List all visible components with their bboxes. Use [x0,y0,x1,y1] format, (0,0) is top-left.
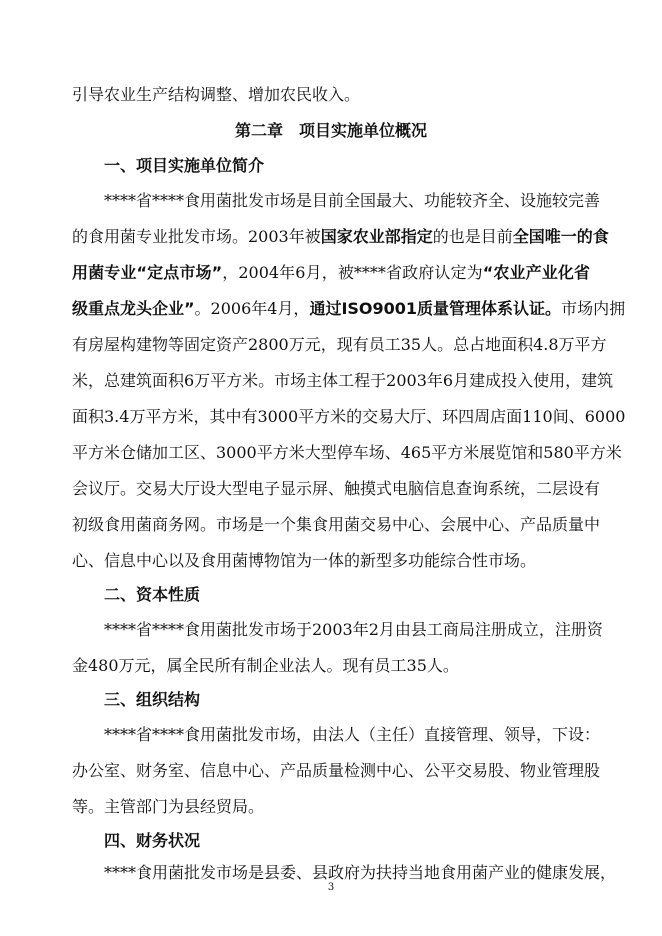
section-4-heading: 四、财务状况 [104,831,201,850]
section-4-line-1: ****食用菌批发市场是县委、县政府为扶持当地食用菌产业的健康发展， [104,863,617,882]
section-1-line-2 [72,226,609,248]
section-1-line-9: 会议厅。交易大厅设大型电子显示屏、触摸式电脑信息查询系统，二层设有 [72,479,601,498]
section-3-line-3: 等。主管部门为县经贸局。 [72,797,265,816]
section-1-line-3 [72,262,590,284]
section-1-line-10: 初级食用菌商务网。市场是一个集食用菌交易中心、会展中心、产品质量中 [72,515,601,534]
section-3-line-2: 办公室、财务室、信息中心、产品质量检测中心、公平交易股、物业管理股 [72,761,601,780]
section-1-line-1: ****省****食用菌批发市场是目前全国最大、功能较齐全、设施较完善 [104,191,601,210]
text-run: 。2006年4月， [194,299,310,318]
chapter-title: 第二章 项目实施单位概况 [234,121,427,140]
text-run: ，2004年6月，被****省政府认定为 [222,263,483,282]
text-run: 的也是目前 [432,227,513,246]
intro-tail-text: 引导农业生产结构调整、增加农民收入。 [72,85,361,104]
page-number: 3 [327,882,335,893]
section-1-line-11: 心、信息中心以及食用菌博物馆为一体的新型多功能综合性市场。 [72,551,537,570]
text-run: 市场内拥 [561,299,626,318]
bold-text-run: 用菌专业“定点市场” [72,263,223,282]
bold-text-run: 通过ISO9001质量管理体系认证。 [309,299,562,318]
bold-text-run: 全国唯一的食 [512,227,609,246]
section-2-line-1: ****省****食用菌批发市场于2003年2月由县工商局注册成立，注册资 [104,620,603,639]
bold-text-run: “农业产业化省 [482,263,590,282]
text-run: 的食用菌专业批发市场。2003年被 [72,227,321,246]
section-1-line-8: 平方米仓储加工区、3000平方米大型停车场、465平方米展览馆和580平方米 [72,443,622,462]
bold-text-run: 国家农业部指定 [320,227,433,246]
section-1-line-6: 米，总建筑面积6万平方米。市场主体工程于2003年6月建成投入使用，建筑 [72,371,614,390]
section-3-line-1: ****省****食用菌批发市场，由法人（主任）直接管理、领导，下设： [104,725,601,744]
section-2-line-2: 金480万元，属全民所有制企业法人。现有员工35人。 [72,656,459,675]
section-3-heading: 三、组织结构 [104,690,201,709]
section-1-line-5: 有房屋构建物等固定资产2800万元，现有员工35人。总占地面积4.8万平方 [72,335,607,354]
section-1-heading: 一、项目实施单位简介 [104,156,265,175]
bold-text-run: 级重点龙头企业” [72,299,195,318]
section-1-line-7: 面积3.4万平方米，其中有3000平方米的交易大厅、环四周店面110间、6000 [72,407,626,426]
section-2-heading: 二、资本性质 [104,585,201,604]
section-1-line-4 [72,298,626,320]
